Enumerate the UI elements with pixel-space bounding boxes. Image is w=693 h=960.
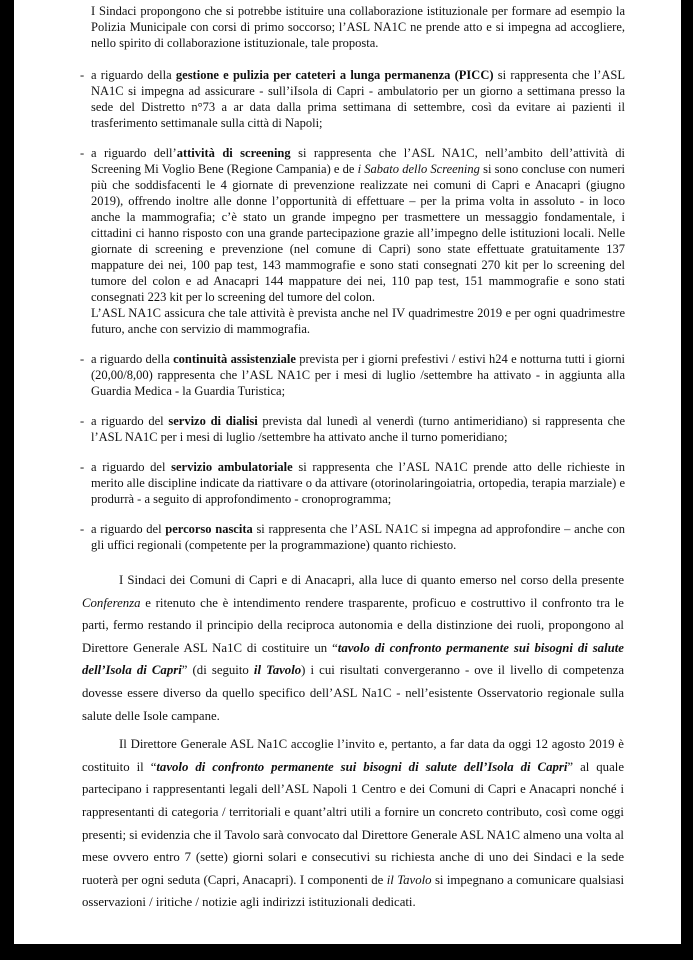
bullet-dash: - (80, 68, 85, 82)
bullet-dash: - (80, 146, 85, 160)
bullet-topic: servizo di dialisi (168, 414, 258, 428)
bullet-continuita (14, 351, 681, 399)
bullet-dash: - (80, 460, 85, 474)
document-page (14, 0, 681, 944)
bullet-topic: percorso nascita (165, 522, 253, 536)
bullet-text: a riguardo dell’attività di screening si rappresenta che l’ASL NA1C, nell’ambito dell’attività di Screening Mi Voglio Bene (Regione Campania) e de i Sabato dello Screening si sono concluse con numeri più che soddisfacenti le 4 giornate di prevenzione realizzate nei comuni di Capri e Anacapri (giugno 2019), offrendo inoltre alle donne l’opportunità di effettuare – per la prima volta in assoluto - in loco anche la mammografia; c’è stato un grande impegno per trasmettere un messaggio fondamentale, i cittadini ci hanno risposto con una grande partecipazione grazie all’impegno delle istituzioni locali. Nelle giornate di screening e prevenzione (nel comune di Capri) sono state effettuate gratuitamente 137 mappature dei nei, 100 pap test, 143 mammografie e sono stati consegnati 270 kit per lo screening del tumore del colon e ad Anacapri 144 mappature dei nei, 110 pap test, 151 mammografie e sono stati consegnati 223 kit per lo screening del tumore del colon. (91, 146, 625, 304)
bullet-text: a riguardo della gestione e pulizia per cateteri a lunga permanenza (PICC) si rappresenta che l’ASL NA1C si impegna ad assicurare - sull’iIsola di Capri - ambulatorio per un giorno a settimana presso la sede del Distretto n°73 a ar data dalla prima settimana di settembre, così da evitare ai pazienti il trasferimento settimanale sulla città di Napoli; (91, 68, 625, 130)
bullet-dash: - (80, 352, 85, 366)
bullet-nascita (14, 521, 681, 553)
bullet-dash: - (80, 414, 85, 428)
bullet-topic: continuità assistenziale (173, 352, 296, 366)
bullet-topic: gestione e pulizia per cateteri a lunga permanenza (PICC) (175, 68, 494, 82)
bullet-ambulatoriale (14, 459, 681, 507)
paragraph-sindaci: I Sindaci dei Comuni di Capri e di Anacapri, alla luce di quanto emerso nel corso della presente Conferenza e ritenuto che è intendimento rendere trasparente, proficuo e costruttivo il confronto tra le parti, fermo restando il principio della reciproca autonomia e della distinzione dei ruoli, propongono al Direttore Generale ASL Na1C di costituire un “tavolo di confronto permanente sui bisogni di salute dell’Isola di Capri” (di seguito il Tavolo) i cui risultati convergeranno - ove il livello di competenza dovesse essere diverso da quello specifico dell’ASL Na1C - nell’esistente Osservatorio regionale sulla salute delle Isole campane. (82, 573, 624, 723)
bullet-dialisi (14, 413, 681, 445)
bullet-dash: - (80, 522, 85, 536)
bullet-topic: attività di screening (176, 146, 291, 160)
bullet-text: a riguardo del servizio ambulatoriale si rappresenta che l’ASL NA1C prende atto delle richieste in merito alle discipline indicate da riattivare o da attivare (otorinolaringoiatria, ortopedia, terapia marziale) e produrrà - a seguito di approfondimento - cronoprogramma; (91, 460, 626, 506)
bullet-text: a riguardo del percorso nascita si rappresenta che l’ASL NA1C si impegna ad approfondire – anche con gli uffici regionali (competente per la programmazione) quanto richiesto. (91, 522, 625, 552)
paragraph-direttore: Il Direttore Generale ASL Na1C accoglie l’invito e, pertanto, a far data da oggi 12 agosto 2019 è costituito il “tavolo di confronto permanente sui bisogni di salute dell’Isola di Capri” al quale partecipano i rappresentanti legali dell’ASL Napoli 1 Centro e dei Comuni di Capri e Anacapri nonché i rappresentanti di categoria / territoriali e quant’altri utili a fornire un concreto contributo, così come oggi presenti; si evidenzia che il Tavolo sarà convocato dal Direttore Generale ASL NA1C almeno una volta al mese ovvero entro 7 (sette) giorni solari e consecutivi su richiesta anche di uno dei Sindaci e la sede ruoterà per ogni seduta (Capri, Anacapri). I componenti de il Tavolo si impegnano a comunicare qualsiasi osservazioni / iritiche / notizie agli indirizzi istituzionali dedicati. (82, 737, 625, 910)
document-content (14, 0, 681, 914)
bullet-text: a riguardo della continuità assistenziale prevista per i giorni prefestivi / estivi h24 e notturna tutti i giorni (20,00/8,00) rappresenta che l’ASL NA1C per i mesi di luglio /settembre ha attivato - in aggiunta alla Guardia Medica - la Guardia Turistica; (91, 352, 625, 398)
bullet-screening (14, 145, 681, 337)
bullet-list (14, 67, 681, 553)
bullet-text: a riguardo del servizo di dialisi prevista dal lunedì al venerdì (turno antimeridiano) si rappresenta che l’ASL NA1C per i mesi di luglio /settembre ha attivato anche il turno pomeridiano; (91, 414, 625, 444)
bullet-picc (14, 67, 681, 131)
bullet-topic: servizio ambulatoriale (171, 460, 293, 474)
bullet-continuation: L’ASL NA1C assicura che tale attività è prevista anche nel IV quadrimestre 2019 e per ogni quadrimestre futuro, anche con servizio di mammografia. (91, 306, 625, 336)
intro-paragraph: I Sindaci propongono che si potrebbe istituire una collaborazione istituzionale per formare ad esempio la Polizia Municipale con corsi di primo soccorso; l’ASL NA1C ne prende atto e si impegna ad accogliere, nello spirito di collaborazione istituzionale, tale proposta. (91, 4, 625, 50)
